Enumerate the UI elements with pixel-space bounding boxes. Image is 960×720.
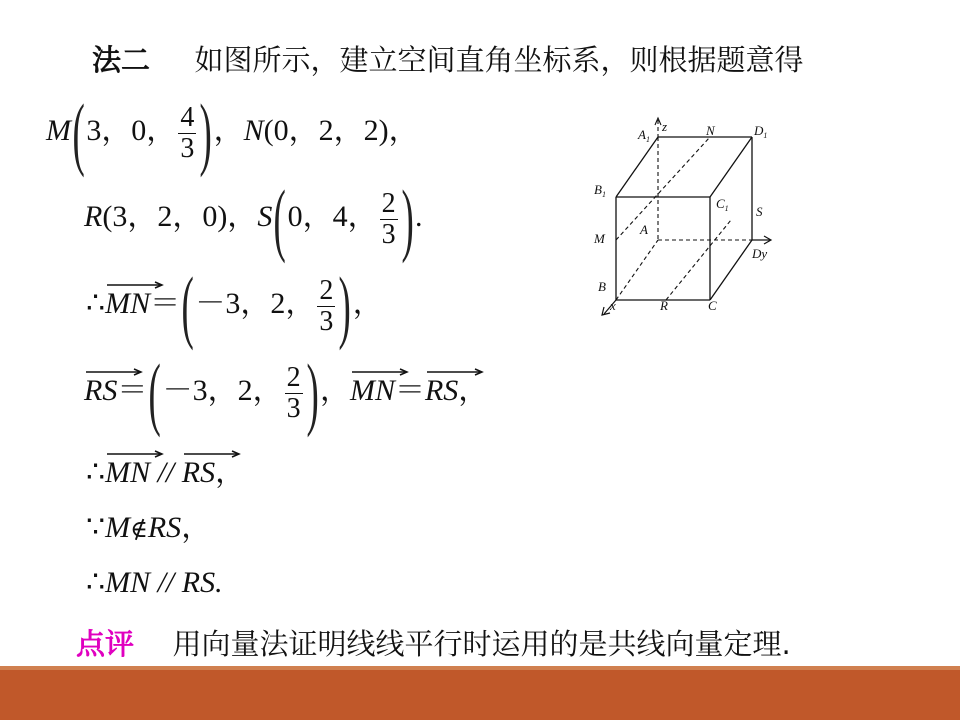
vector-components: －3，2， [162, 373, 283, 407]
fraction-denominator: 3 [381, 218, 396, 250]
line-vector-mn [86, 260, 383, 351]
point-m-name: M [105, 511, 131, 544]
point-m-coords: 3，0， [86, 113, 177, 147]
label-b1: $B_1$ [594, 182, 606, 199]
comment-label: 点评 [76, 627, 135, 661]
vector-arrow-icon [105, 281, 165, 289]
label-m: M [594, 231, 605, 246]
label-dy: Dy [752, 246, 768, 261]
right-paren: ) [306, 347, 319, 438]
fraction-numerator: 2 [319, 274, 334, 306]
fraction-numerator: 4 [180, 101, 195, 133]
separator: ， [352, 286, 383, 320]
vector-label: MN [349, 373, 395, 407]
label-c1: $C_1$ [716, 196, 729, 213]
therefore-symbol: ∴ [86, 456, 106, 489]
equals-sign: ＝ [150, 286, 181, 320]
vector-mn [105, 286, 151, 320]
method-label: 法二 [92, 43, 151, 77]
cube-figure [586, 110, 786, 320]
fraction-denominator: 3 [319, 305, 334, 337]
fraction-denominator: 3 [286, 392, 301, 424]
vector-rs [424, 373, 459, 407]
right-paren: ) [338, 260, 352, 351]
line-rs-name: RS [147, 511, 182, 544]
vector-components: －3，2， [195, 286, 316, 320]
line-r-s-coordinates [84, 173, 423, 264]
label-n: N [706, 123, 715, 138]
vector-arrow-icon [182, 450, 242, 458]
label-r: R [660, 298, 668, 313]
point-s-coords: 0，4， [287, 199, 378, 233]
label-b: B [598, 279, 606, 294]
therefore-symbol: ∴ [86, 286, 106, 320]
vector-rs [182, 458, 215, 488]
left-paren: ( [181, 260, 194, 351]
vector-mn [105, 458, 150, 488]
vector-mn [349, 373, 395, 407]
left-paren: ( [72, 87, 85, 178]
separator: ， [458, 373, 489, 407]
comment [76, 622, 791, 663]
line-conclusion [86, 568, 223, 598]
separator: ， [215, 456, 246, 489]
point-s-name: S [257, 199, 273, 233]
left-paren: ( [148, 347, 162, 438]
vector-arrow-icon [350, 368, 410, 376]
vector-label: RS [84, 373, 118, 407]
not-in-symbol: ∉ [130, 517, 148, 543]
line-m-coordinates [46, 87, 419, 178]
vector-rs [84, 373, 118, 407]
point-r-coords: (3，2，0)， [102, 199, 258, 233]
fraction-numerator: 2 [286, 361, 301, 393]
heading [92, 38, 803, 79]
vector-label: MN [105, 456, 151, 489]
point-r-name: R [84, 199, 103, 233]
point-m-name: M [46, 113, 71, 147]
line-because [86, 513, 211, 543]
vector-label: MN [105, 286, 151, 320]
label-a: A [640, 222, 648, 237]
point-n-name: N [243, 113, 264, 147]
vector-label: RS [424, 373, 459, 407]
fraction-numerator: 2 [381, 187, 396, 219]
fraction [317, 276, 335, 337]
conclusion-text: MN // RS. [105, 566, 223, 599]
right-paren: ) [199, 87, 213, 178]
separator: ， [181, 511, 212, 544]
line-vectors-parallel [86, 458, 245, 488]
because-symbol: ∵ [86, 511, 106, 544]
label-d1: $D_1$ [754, 123, 768, 140]
line-vector-rs [84, 347, 489, 438]
equals-sign: ＝ [117, 373, 148, 407]
period: . [414, 199, 423, 233]
equals-sign: ＝ [394, 373, 425, 407]
vector-arrow-icon [105, 450, 165, 458]
separator: ， [319, 373, 350, 407]
point-n-coords: (0，2，2)， [263, 113, 419, 147]
fraction-denominator: 3 [180, 132, 195, 164]
vector-arrow-icon [425, 368, 485, 376]
fraction [285, 363, 303, 424]
right-paren: ) [401, 173, 414, 264]
separator: ， [213, 113, 244, 147]
vector-label: RS [181, 456, 216, 489]
label-s: S [756, 204, 763, 219]
heading-text: 如图所示，建立空间直角坐标系，则根据题意得 [194, 43, 804, 77]
label-z: z [662, 119, 668, 134]
fraction [380, 189, 398, 250]
label-a1: $A_1$ [638, 127, 650, 144]
footer-bar [0, 670, 960, 720]
label-x: x [610, 298, 616, 313]
label-c: C [708, 298, 717, 313]
fraction [178, 103, 196, 164]
vector-arrow-icon [84, 368, 144, 376]
therefore-symbol: ∴ [86, 566, 106, 599]
comment-text: 用向量法证明线线平行时运用的是共线向量定理. [172, 627, 791, 661]
parallel-symbol: // [150, 456, 182, 489]
left-paren: ( [273, 173, 287, 264]
